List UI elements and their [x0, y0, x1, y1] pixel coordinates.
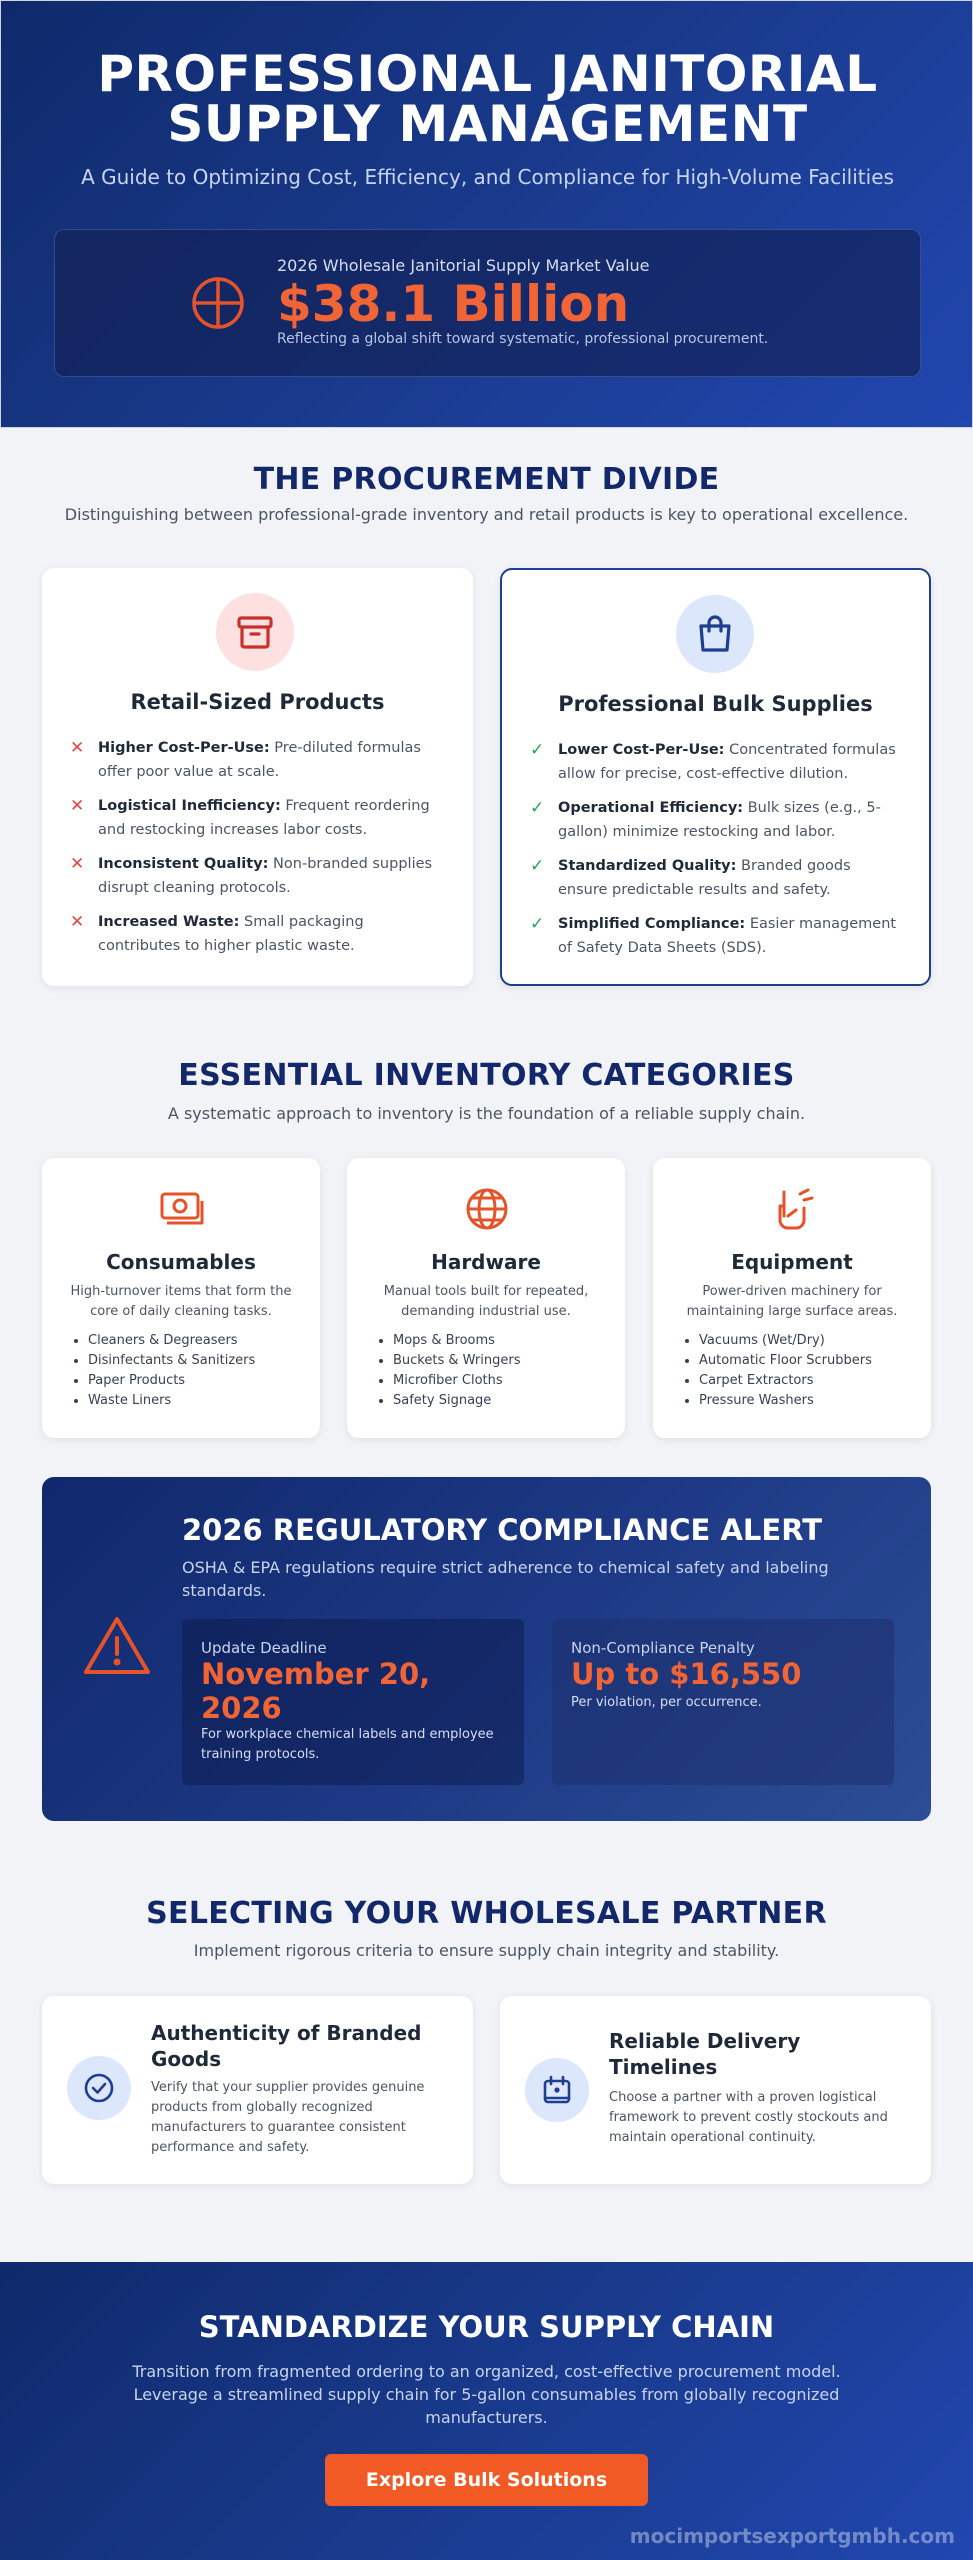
market-note: Reflecting a global shift toward systematic, professional procurement.	[277, 331, 769, 347]
alert-subtitle: OSHA & EPA regulations require strict adherence to chemical safety and labeling standards.	[182, 1558, 829, 1600]
category-items	[88, 1331, 255, 1411]
delivery-icon-badge	[525, 2058, 589, 2122]
hero-banner	[0, 0, 973, 428]
category-description: High-turnover items that form the core of daily cleaning tasks.	[70, 1284, 292, 1319]
list-item: ✕ Logistical Inefficiency: Frequent reordering and restocking increases labor costs.	[70, 796, 430, 838]
list-item: • Microfiber Cloths	[393, 1371, 520, 1391]
deadline-box	[182, 1619, 524, 1785]
list-item: ✓ Standardized Quality: Branded goods ensure predictable results and safety.	[530, 856, 851, 898]
explore-bulk-solutions-button[interactable]: Explore Bulk Solutions	[325, 2454, 648, 2506]
page-subtitle: A Guide to Optimizing Cost, Efficiency, and Compliance for High-Volume Facilities	[81, 165, 894, 189]
cta-section	[0, 2262, 973, 2560]
partner-subtitle: Implement rigorous criteria to ensure supply chain integrity and stability.	[193, 1941, 780, 1960]
retail-drawbacks-list	[68, 736, 447, 968]
hardware-card	[347, 1158, 625, 1438]
divide-subtitle: Distinguishing between professional-grade inventory and retail products is key to operational excellence.	[64, 505, 909, 524]
partner-card-title: Reliable Delivery Timelines	[609, 2029, 801, 2079]
alert-title: 2026 REGULATORY COMPLIANCE ALERT	[182, 1513, 823, 1547]
consumables-card	[42, 1158, 320, 1438]
hand-pointer-icon	[770, 1186, 816, 1232]
equipment-card	[653, 1158, 931, 1438]
market-value: $38.1 Billion	[277, 275, 630, 333]
divide-title: THE PROCUREMENT DIVIDE	[253, 462, 720, 497]
delivery-card	[500, 1996, 931, 2184]
partner-title: SELECTING YOUR WHOLESALE PARTNER	[146, 1896, 827, 1931]
cta-title: STANDARDIZE YOUR SUPPLY CHAIN	[198, 2310, 775, 2344]
calendar-icon	[540, 2073, 574, 2107]
list-item: • Mops & Brooms	[393, 1331, 520, 1351]
category-description: Power-driven machinery for maintaining large surface areas.	[686, 1284, 898, 1319]
authenticity-card	[42, 1996, 473, 2184]
archive-box-icon	[234, 611, 276, 653]
category-items	[393, 1331, 520, 1411]
page-title-line-1: PROFESSIONAL JANITORIAL	[97, 45, 878, 103]
category-title: Hardware	[431, 1250, 541, 1274]
x-mark-icon: ✕	[70, 796, 85, 816]
list-item: ✓ Lower Cost-Per-Use: Concentrated formulas allow for precise, cost-effective dilution.	[530, 740, 896, 782]
money-bill-icon	[159, 1186, 205, 1232]
partner-card-title: Authenticity of Branded Goods	[151, 2021, 422, 2071]
check-mark-icon: ✓	[530, 856, 545, 876]
list-item: • Paper Products	[88, 1371, 255, 1391]
list-item: • Waste Liners	[88, 1391, 255, 1411]
globe-icon	[464, 1186, 510, 1232]
list-item: • Safety Signage	[393, 1391, 520, 1411]
x-mark-icon: ✕	[70, 854, 85, 874]
check-mark-icon: ✓	[530, 798, 545, 818]
category-items	[699, 1331, 872, 1411]
partner-card-description: Choose a partner with a proven logistical framework to prevent costly stockouts and maintain operational continuity.	[609, 2090, 888, 2145]
x-mark-icon: ✕	[70, 738, 85, 758]
list-item: • Disinfectants & Sanitizers	[88, 1351, 255, 1371]
bulk-benefits-list	[528, 738, 903, 970]
list-item: • Automatic Floor Scrubbers	[699, 1351, 872, 1371]
deadline-note: For workplace chemical labels and employee training protocols.	[201, 1727, 494, 1762]
check-mark-icon: ✓	[530, 914, 545, 934]
authenticity-icon-badge	[67, 2056, 131, 2120]
compliance-alert-panel	[42, 1477, 931, 1821]
list-item: • Vacuums (Wet/Dry)	[699, 1331, 872, 1351]
list-item: • Pressure Washers	[699, 1391, 872, 1411]
cta-text: Transition from fragmented ordering to an organized, cost-effective procurement model. Leverage a streamlined supply chain for 5-gallon consumables from globally recognized manufacturers.	[132, 2362, 841, 2427]
list-item: • Buckets & Wringers	[393, 1351, 520, 1371]
categories-subtitle: A systematic approach to inventory is the foundation of a reliable supply chain.	[167, 1104, 806, 1123]
bulk-icon-badge	[676, 595, 754, 673]
list-item: ✕ Increased Waste: Small packaging contributes to higher plastic waste.	[70, 912, 364, 954]
list-item: ✕ Inconsistent Quality: Non-branded supplies disrupt cleaning protocols.	[70, 854, 433, 896]
retail-icon-badge	[216, 593, 294, 671]
deadline-label: Update Deadline	[201, 1639, 327, 1657]
check-circle-icon	[82, 2071, 116, 2105]
category-title: Equipment	[731, 1250, 853, 1274]
page-title	[1, 45, 973, 153]
shopping-bag-icon	[694, 613, 736, 655]
site-watermark: mocimportsexportgmbh.com	[629, 2524, 955, 2548]
list-item: • Carpet Extractors	[699, 1371, 872, 1391]
list-item: ✓ Simplified Compliance: Easier management of Safety Data Sheets (SDS).	[530, 914, 897, 956]
bulk-supplies-card	[500, 568, 931, 986]
warning-triangle-icon	[82, 1614, 152, 1678]
list-item: ✕ Higher Cost-Per-Use: Pre-diluted formulas offer poor value at scale.	[70, 738, 421, 780]
penalty-label: Non-Compliance Penalty	[571, 1639, 755, 1657]
category-title: Consumables	[106, 1250, 256, 1274]
penalty-value: Up to $16,550	[571, 1657, 802, 1691]
x-mark-icon: ✕	[70, 912, 85, 932]
partner-card-description: Verify that your supplier provides genuine products from globally recognized manufacturers to guarantee consistent performance and safety.	[151, 2080, 425, 2155]
retail-products-card	[42, 568, 473, 986]
list-item: • Cleaners & Degreasers	[88, 1331, 255, 1351]
penalty-box	[552, 1619, 894, 1785]
category-description: Manual tools built for repeated, demanding industrial use.	[383, 1284, 589, 1319]
deadline-value: November 20, 2026	[201, 1657, 431, 1725]
market-value-panel	[54, 229, 921, 377]
categories-title: ESSENTIAL INVENTORY CATEGORIES	[178, 1058, 795, 1093]
crosshair-globe-icon	[189, 274, 247, 332]
bulk-card-title: Professional Bulk Supplies	[558, 692, 873, 716]
check-mark-icon: ✓	[530, 740, 545, 760]
page-title-line-2: SUPPLY MANAGEMENT	[167, 95, 808, 153]
list-item: ✓ Operational Efficiency: Bulk sizes (e.g., 5-gallon) minimize restocking and labor.	[530, 798, 881, 840]
retail-card-title: Retail-Sized Products	[130, 690, 385, 714]
market-label: 2026 Wholesale Janitorial Supply Market Value	[277, 256, 650, 275]
penalty-note: Per violation, per occurrence.	[571, 1695, 762, 1710]
